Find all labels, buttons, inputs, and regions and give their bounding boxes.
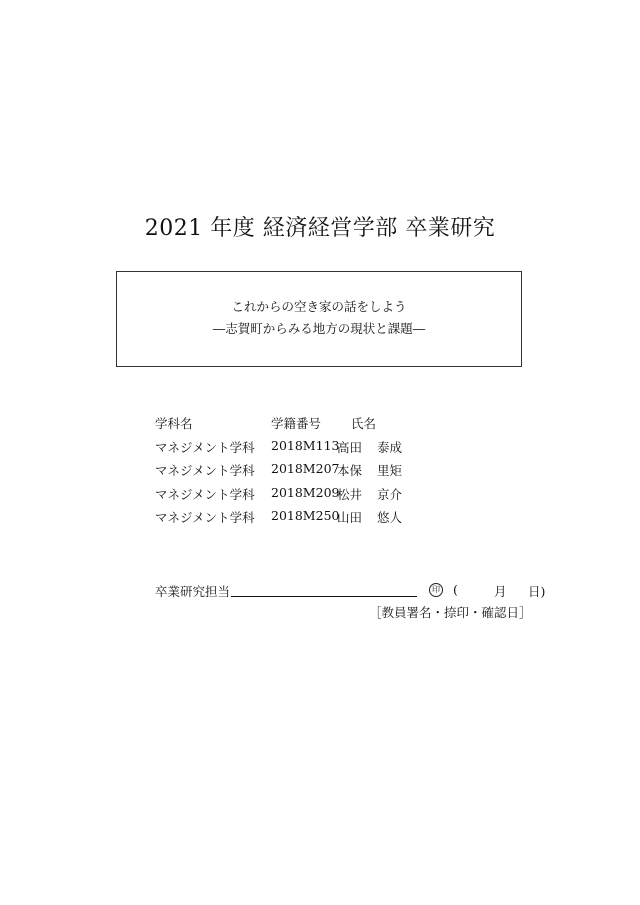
thesis-title: これからの空き家の話をしよう	[231, 299, 407, 314]
student-family-name: 松井	[337, 486, 363, 502]
thesis-title-box	[116, 271, 522, 367]
student-department: マネジメント学科	[155, 463, 255, 478]
seal-stamp-icon: 印	[429, 583, 443, 597]
student-given-name: 里矩	[377, 463, 403, 478]
header-department: 学科名	[155, 416, 193, 431]
student-given-name: 泰成	[377, 439, 403, 455]
student-id: 2018M250	[271, 508, 340, 523]
header-name: 氏名	[351, 416, 377, 431]
page-title: 2021 年度 経済経営学部 卒業研究	[144, 216, 496, 241]
signature-note: ［教員署名・捺印・確認日］	[369, 605, 532, 620]
student-department: マネジメント学科	[155, 439, 255, 455]
student-given-name: 悠人	[377, 510, 403, 525]
student-id: 2018M207	[271, 461, 340, 476]
date-month-label: 月	[494, 584, 507, 599]
date-open-paren: (	[453, 582, 458, 597]
date-day-label: 日)	[528, 584, 546, 599]
student-family-name: 高田	[337, 439, 363, 455]
advisor-signature-line	[155, 582, 546, 600]
header-student-id: 学籍番号	[271, 416, 322, 431]
student-family-name: 山田	[337, 510, 363, 525]
student-id: 2018M113	[271, 437, 340, 453]
student-id: 2018M209	[271, 484, 340, 500]
student-family-name: 本保	[337, 463, 363, 478]
signature-underline[interactable]	[231, 596, 417, 597]
student-department: マネジメント学科	[155, 510, 255, 525]
student-given-name: 京介	[377, 486, 403, 502]
thesis-subtitle: ―志賀町からみる地方の現状と課題―	[212, 321, 426, 336]
advisor-label: 卒業研究担当	[155, 584, 231, 599]
student-department: マネジメント学科	[155, 486, 255, 502]
